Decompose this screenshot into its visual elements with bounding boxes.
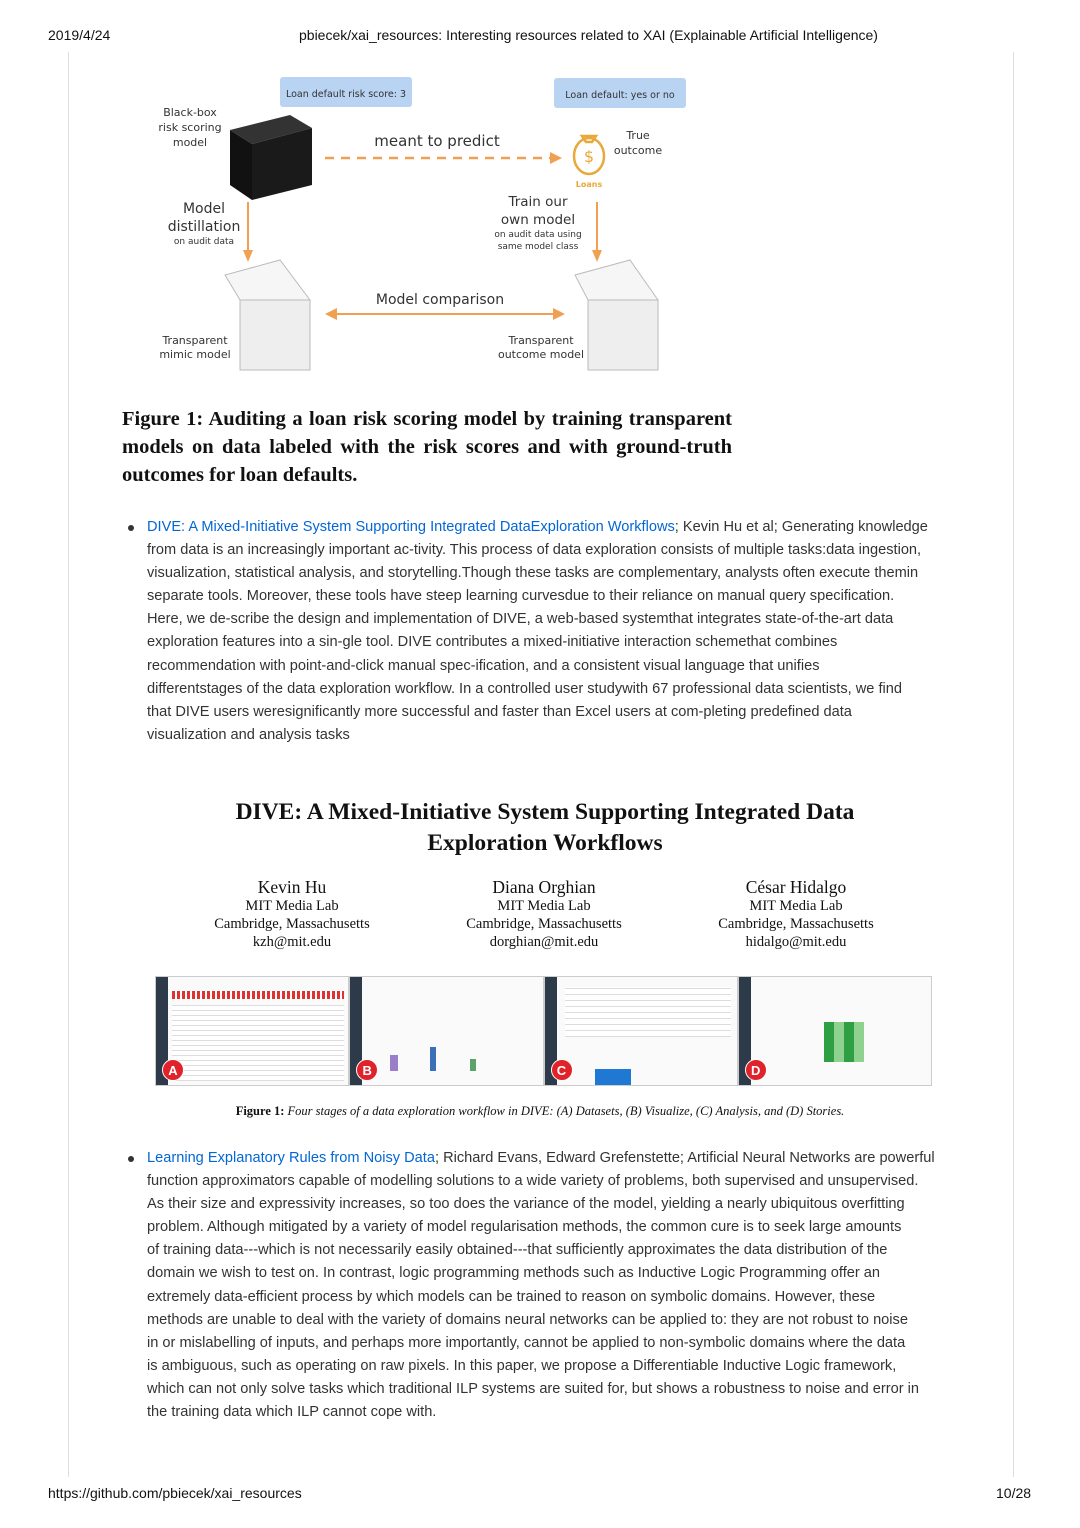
item-text: is ambiguous, such as operating on raw pixels. In this paper, we propose a Differentiable Inductive Logic framework, bbox=[147, 1357, 897, 1374]
item-text: separate tools. Moreover, these tools have steep learning curvesdue to their reliance on manual query specification. bbox=[147, 588, 895, 605]
arrow-head bbox=[592, 250, 602, 262]
svg-text:Transparent: Transparent bbox=[508, 334, 574, 347]
list-item bbox=[128, 516, 978, 747]
page-number: 10/28 bbox=[996, 1485, 1032, 1501]
author-block: César Hidalgo MIT Media Lab Cambridge, Massachusetts hidalgo@mit.edu bbox=[718, 877, 874, 950]
black-box-cube-icon bbox=[230, 115, 312, 200]
arrow-head bbox=[553, 308, 565, 320]
item-text: problem. Although mitigated by a variety of model regularisation methods, the common cure is to seek large amounts bbox=[147, 1219, 902, 1236]
svg-text:mimic model: mimic model bbox=[159, 348, 231, 361]
list-item bbox=[128, 1147, 978, 1424]
item-text: domain we wish to test on. In contrast, logic programming methods such as Inductive Logic Programming offer an bbox=[147, 1265, 881, 1282]
screenshot-datasets bbox=[155, 976, 349, 1086]
loans-label: Loans bbox=[575, 180, 603, 189]
item-text: exploration features into a sin-gle tool. DIVE contributes a mixed-initiative interaction schemethat combines bbox=[147, 634, 838, 651]
svg-text:Transparent: Transparent bbox=[162, 334, 228, 347]
figure-1-caption: Figure 1: Auditing a loan risk scoring model by training transparent models on data labeled with the risk scores and with ground-truth outcomes for loan defaults. bbox=[122, 408, 732, 486]
transparent-box-icon bbox=[575, 260, 658, 370]
item-text: ; Kevin Hu et al; Generating knowledge bbox=[674, 519, 928, 535]
screenshot-visualize bbox=[349, 976, 543, 1086]
svg-text:own model: own model bbox=[500, 212, 576, 228]
divider bbox=[1013, 52, 1014, 1477]
item-text: visualization, statistical analysis, and storytelling.Though these tasks are complementary, analysts often execute themin bbox=[147, 565, 919, 582]
item-text: function approximators capable of modelling solutions to a wide variety of problems, both supervised and unsupervised. bbox=[147, 1173, 919, 1190]
transparent-box-icon bbox=[225, 260, 310, 370]
item-text: differentstages of the data exploration workflow. In a controlled user studywith 67 professional data scientists, we find bbox=[147, 680, 902, 697]
page-title: pbiecek/xai_resources: Interesting resources related to XAI (Explainable Artificial Intelligence) bbox=[299, 27, 878, 43]
item-text: extremely data-efficient process by which models can be trained to reason on symbolic domains. However, these bbox=[147, 1288, 876, 1305]
arrow-head bbox=[550, 152, 562, 164]
risk-score-label: Loan default risk score: 3 bbox=[285, 89, 407, 100]
svg-text:distillation: distillation bbox=[167, 219, 241, 235]
true-outcome-label: True bbox=[626, 129, 650, 142]
divider bbox=[68, 52, 69, 1477]
author-block: Diana Orghian MIT Media Lab Cambridge, Massachusetts dorghian@mit.edu bbox=[466, 877, 622, 950]
true-outcome-label: outcome bbox=[613, 144, 663, 157]
item-text: methods are unable to deal with the variety of domains neural networks can be applied to: they are not robust to noise bbox=[147, 1311, 908, 1328]
footer-url: https://github.com/pbiecek/xai_resources bbox=[48, 1485, 302, 1501]
svg-text:on audit data using: on audit data using bbox=[494, 230, 582, 240]
stage-badge: B bbox=[356, 1059, 378, 1081]
item-text: which can not only solve tasks which traditional ILP systems are suited for, but shows a robustness to noise and error in bbox=[147, 1380, 919, 1397]
outcome-model-label bbox=[498, 334, 584, 361]
bullet-icon bbox=[128, 1156, 134, 1162]
paper-title bbox=[90, 797, 1000, 859]
arrow-head bbox=[243, 250, 253, 262]
item-text: in or mislabelling of inputs, and perhaps more importantly, cannot be applied to non-symbolic domains where the data bbox=[147, 1334, 906, 1351]
distillation-label bbox=[168, 201, 241, 247]
paper-title-line: DIVE: A Mixed-Initiative System Supporting Integrated Data bbox=[235, 799, 855, 825]
stage-badge: C bbox=[551, 1059, 573, 1081]
mimic-model-label bbox=[159, 334, 230, 361]
stage-badge: D bbox=[745, 1059, 767, 1081]
item-text: Here, we de-scribe the design and implementation of DIVE, a web-based systemthat integrates state-of-the-art data bbox=[147, 611, 894, 628]
item-text: As their size and expressivity increases, so too does the variance of the model, yielding a nearly ubiquitous overfitting bbox=[147, 1196, 905, 1213]
figure-caption: Figure 1: Four stages of a data exploration workflow in DIVE: (A) Datasets, (B) Visualize, (C) Analysis, and (D) Stories. bbox=[235, 1104, 845, 1118]
dollar-icon: $ bbox=[583, 147, 595, 166]
svg-text:risk scoring: risk scoring bbox=[158, 121, 222, 134]
blackbox-label bbox=[158, 106, 221, 149]
svg-text:Model: Model bbox=[182, 201, 226, 217]
screenshot-stories bbox=[738, 976, 932, 1086]
svg-text:outcome model: outcome model bbox=[497, 348, 585, 361]
svg-text:model: model bbox=[172, 136, 208, 149]
svg-text:on audit data: on audit data bbox=[173, 237, 235, 247]
outcome-label: Loan default: yes or no bbox=[565, 90, 675, 101]
item-text: recommendation with point-and-click manual spec-ification, and a consistent visual language that unifies bbox=[147, 657, 820, 674]
dive-screenshots bbox=[155, 976, 932, 1086]
item-text: from data is an increasingly important ac-tivity. This process of data exploration consists of multiple tasks:data ingestion, bbox=[147, 542, 922, 559]
paper-link[interactable]: DIVE: A Mixed-Initiative System Supporting Integrated DataExploration Workflows bbox=[147, 519, 675, 535]
item-text: of training data---which is not necessarily easily obtained---that sufficiently approximates the data distribution of the bbox=[147, 1242, 888, 1259]
paper-title-line: Exploration Workflows bbox=[427, 830, 663, 856]
print-date: 2019/4/24 bbox=[48, 27, 111, 43]
item-text: that DIVE users weresignificantly more successful and faster than Excel users at com-pleting predefined data bbox=[147, 703, 852, 720]
item-text: the training data which ILP cannot cope with. bbox=[147, 1404, 437, 1421]
paper-link[interactable]: Learning Explanatory Rules from Noisy Data bbox=[147, 1150, 435, 1166]
svg-text:Black-box: Black-box bbox=[163, 106, 217, 119]
stage-badge: A bbox=[162, 1059, 184, 1081]
meant-to-predict-label: meant to predict bbox=[374, 132, 500, 150]
model-comparison-label: Model comparison bbox=[375, 292, 505, 308]
bullet-icon bbox=[128, 525, 134, 531]
arrow-head bbox=[325, 308, 337, 320]
svg-text:same model class: same model class bbox=[497, 242, 579, 252]
loan-audit-diagram bbox=[140, 70, 700, 380]
author-block: Kevin Hu MIT Media Lab Cambridge, Massachusetts kzh@mit.edu bbox=[214, 877, 370, 950]
svg-text:Train our: Train our bbox=[508, 194, 568, 210]
train-label bbox=[494, 194, 581, 252]
screenshot-analysis bbox=[544, 976, 738, 1086]
item-text: ; Richard Evans, Edward Grefenstette; Artificial Neural Networks are powerful bbox=[434, 1150, 935, 1166]
item-text: visualization and analysis tasks bbox=[147, 726, 350, 743]
